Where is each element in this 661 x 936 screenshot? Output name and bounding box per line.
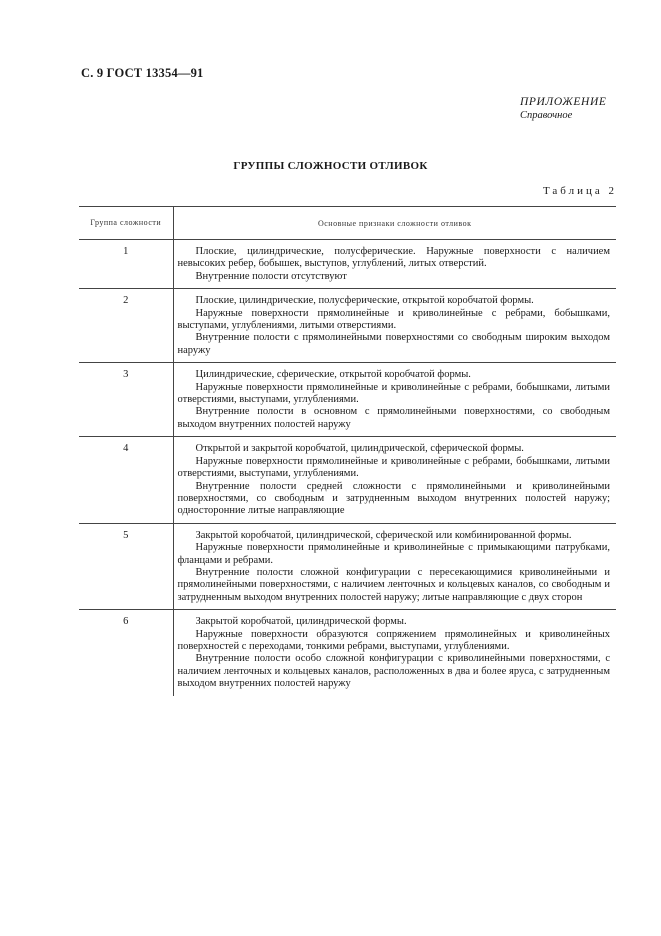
table-row <box>79 240 616 289</box>
complexity-table <box>79 206 616 696</box>
table-row <box>79 437 616 523</box>
table-header-row <box>79 207 616 240</box>
column-header-features: Основные признаки сложности отливок <box>173 207 616 240</box>
description-paragraph: Открытой и закрытой коробчатой, цилиндрической, сферической формы. <box>195 443 524 455</box>
description-paragraph: Внутренние полости отсутствуют <box>195 270 347 282</box>
table-row <box>79 363 616 437</box>
group-description <box>173 363 616 437</box>
description-paragraph: Наружные поверхности прямолинейные и криволинейные с ребрами, бобышками, литыми отверстиями, выступами, углублениями. <box>177 381 610 406</box>
description-paragraph: Закрытой коробчатой, цилиндрической формы. <box>195 616 407 628</box>
group-description <box>173 240 616 289</box>
group-number: 6 <box>79 610 173 696</box>
complexity-table-container <box>79 206 616 696</box>
page-header: С. 9 ГОСТ 13354—91 <box>81 66 204 80</box>
description-paragraph: Внутренние полости в основном с прямолинейными поверхностями, со свободным выходом внутренних полостей наружу <box>177 406 610 430</box>
table-row <box>79 610 616 696</box>
description-paragraph: Наружные поверхности прямолинейные и криволинейные с ребрами, бобышками, литыми отверстиями, выступами, углублениями. <box>177 455 610 480</box>
table-label: Таблица 2 <box>542 185 617 197</box>
description-paragraph: Закрытой коробчатой, цилиндрической, сферической или комбинированной формы. <box>195 529 572 541</box>
description-paragraph: Плоские, цилиндрические, полусферические, открытой коробчатой формы. <box>195 295 534 307</box>
group-description <box>173 610 616 696</box>
group-description <box>173 437 616 523</box>
group-description <box>173 523 616 609</box>
description-paragraph: Наружные поверхности прямолинейные и криволинейные с ребрами, бобышками, выступами, углублениями, литыми отверстиями. <box>177 307 610 332</box>
description-paragraph: Цилиндрические, сферические, открытой коробчатой формы. <box>195 369 471 381</box>
group-number: 1 <box>79 240 173 289</box>
group-number: 5 <box>79 523 173 609</box>
description-paragraph: Внутренние полости особо сложной конфигурации с криволинейными поверхностями, с наличием ленточных и кольцевых каналов, расположенных в два и более яруса, с затрудненным выходом внутренних полостей наружу <box>177 653 610 690</box>
group-number: 4 <box>79 437 173 523</box>
appendix-title: ПРИЛОЖЕНИЕ <box>520 96 607 108</box>
description-paragraph: Внутренние полости средней сложности с прямолинейными и криволинейными поверхностями, со свободным и затрудненным выходом внутренних полостей наружу; односторонние литые направляющие <box>177 480 610 517</box>
group-number: 2 <box>79 289 173 363</box>
table-row <box>79 289 616 363</box>
group-description <box>173 289 616 363</box>
column-header-group: Группа сложности <box>79 207 173 240</box>
table-body <box>79 240 616 696</box>
description-paragraph: Внутренние полости с прямолинейными поверхностями со свободным широким выходом наружу <box>177 332 610 356</box>
description-paragraph: Наружные поверхности образуются сопряжением прямолинейных и криволинейных поверхностей с переходами, тонкими ребрами, выступами, углублениями. <box>177 628 610 652</box>
group-number: 3 <box>79 363 173 437</box>
description-paragraph: Внутренние полости сложной конфигурации с пересекающимися криволинейными и прямолинейными поверхностями, с наличием ленточных и кольцевых каналов, со свободным и затрудненным выходом внутренних полостей наружу; литые направляющие с двух сторон <box>177 566 610 603</box>
table-row <box>79 523 616 609</box>
appendix-subtitle: Справочное <box>520 110 573 121</box>
description-paragraph: Плоские, цилиндрические, полусферические. Наружные поверхности с наличием невысоких ребер, бобышек, выступов, углублений, литых отверстий. <box>177 246 610 270</box>
description-paragraph: Наружные поверхности прямолинейные и криволинейные с примыкающими патрубками, фланцами и ребрами. <box>177 542 610 566</box>
document-title: ГРУППЫ СЛОЖНОСТИ ОТЛИВОК <box>233 160 428 172</box>
appendix-block <box>520 96 607 122</box>
